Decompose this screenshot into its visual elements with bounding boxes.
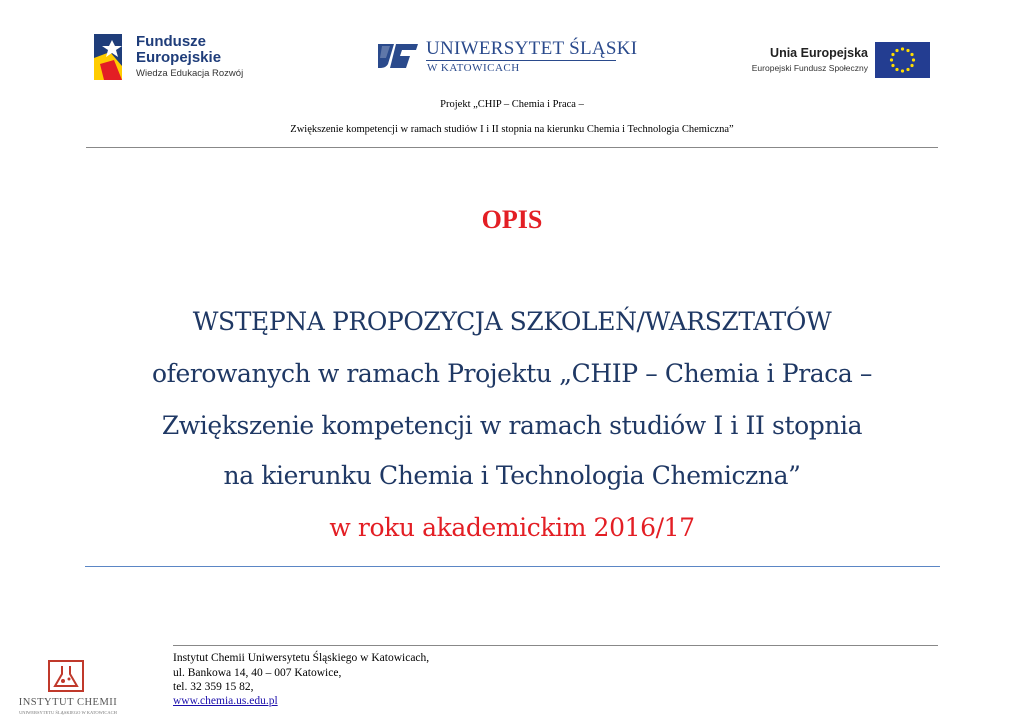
instytut-chemii-logo-icon bbox=[48, 660, 84, 692]
eu-star-icon bbox=[910, 64, 913, 67]
title-line-2: oferowanych w ramach Projektu „CHIP – Chemia i Praca – bbox=[151, 359, 873, 388]
academic-year-line: w roku akademickim 2016/17 bbox=[329, 513, 695, 542]
fundusze-europejskie-text bbox=[136, 34, 243, 79]
unia-sub: Europejski Fundusz Społeczny bbox=[751, 63, 868, 73]
eu-star-icon bbox=[891, 53, 894, 56]
document-heading: OPIS bbox=[481, 205, 543, 234]
eu-flag-icon bbox=[875, 42, 930, 78]
footer-website-link[interactable]: www.chemia.us.edu.pl bbox=[173, 695, 278, 707]
fundusze-line1: Fundusze bbox=[136, 33, 206, 50]
header-divider bbox=[86, 147, 938, 148]
main-divider bbox=[85, 566, 940, 567]
uniwersytet-divider bbox=[426, 60, 616, 61]
title-line-4: na kierunku Chemia i Technologia Chemiczna” bbox=[223, 461, 801, 490]
title-line-1: WSTĘPNA PROPOZYCJA SZKOLEŃ/WARSZTATÓW bbox=[192, 307, 832, 336]
institute-sub: UNIWERSYTETU ŚLĄSKIEGO W KATOWICACH bbox=[19, 710, 117, 715]
project-header-line1: Projekt „CHIP – Chemia i Praca – bbox=[440, 99, 584, 110]
eu-star-icon bbox=[895, 49, 898, 52]
unia-europejska-text bbox=[746, 46, 868, 73]
uniwersytet-title: UNIWERSYTET ŚLĄSKI bbox=[426, 38, 638, 59]
project-header-line2: Zwiększenie kompetencji w ramach studiów I i II stopnia na kierunku Chemia i Technologia Chemiczna” bbox=[290, 124, 734, 135]
unia-name: Unia Europejska bbox=[770, 46, 868, 60]
fundusze-line2: Europejskie bbox=[136, 49, 222, 66]
title-line-3: Zwiększenie kompetencji w ramach studiów I i II stopnia bbox=[161, 411, 863, 440]
eu-star-icon bbox=[906, 68, 909, 71]
eu-star-icon bbox=[895, 68, 898, 71]
institute-name: INSTYTUT CHEMII bbox=[18, 697, 118, 708]
eu-star-icon bbox=[891, 64, 894, 67]
footer-address-line1: Instytut Chemii Uniwersytetu Śląskiego w Katowicach, bbox=[173, 652, 430, 664]
eu-star-icon bbox=[890, 58, 893, 61]
eu-star-icon bbox=[906, 49, 909, 52]
eu-star-icon bbox=[901, 69, 904, 72]
uniwersytet-slaski-logo-icon bbox=[376, 38, 420, 70]
eu-star-icon bbox=[910, 53, 913, 56]
footer-phone: tel. 32 359 15 82, bbox=[173, 681, 254, 693]
footer-address-line2: ul. Bankowa 14, 40 – 007 Katowice, bbox=[173, 667, 342, 679]
eu-star-icon bbox=[912, 58, 915, 61]
eu-star-icon bbox=[901, 47, 904, 50]
uniwersytet-sub: W KATOWICACH bbox=[427, 62, 520, 74]
footer-divider bbox=[173, 645, 938, 646]
fundusze-sub: Wiedza Edukacja Rozwój bbox=[136, 68, 244, 79]
